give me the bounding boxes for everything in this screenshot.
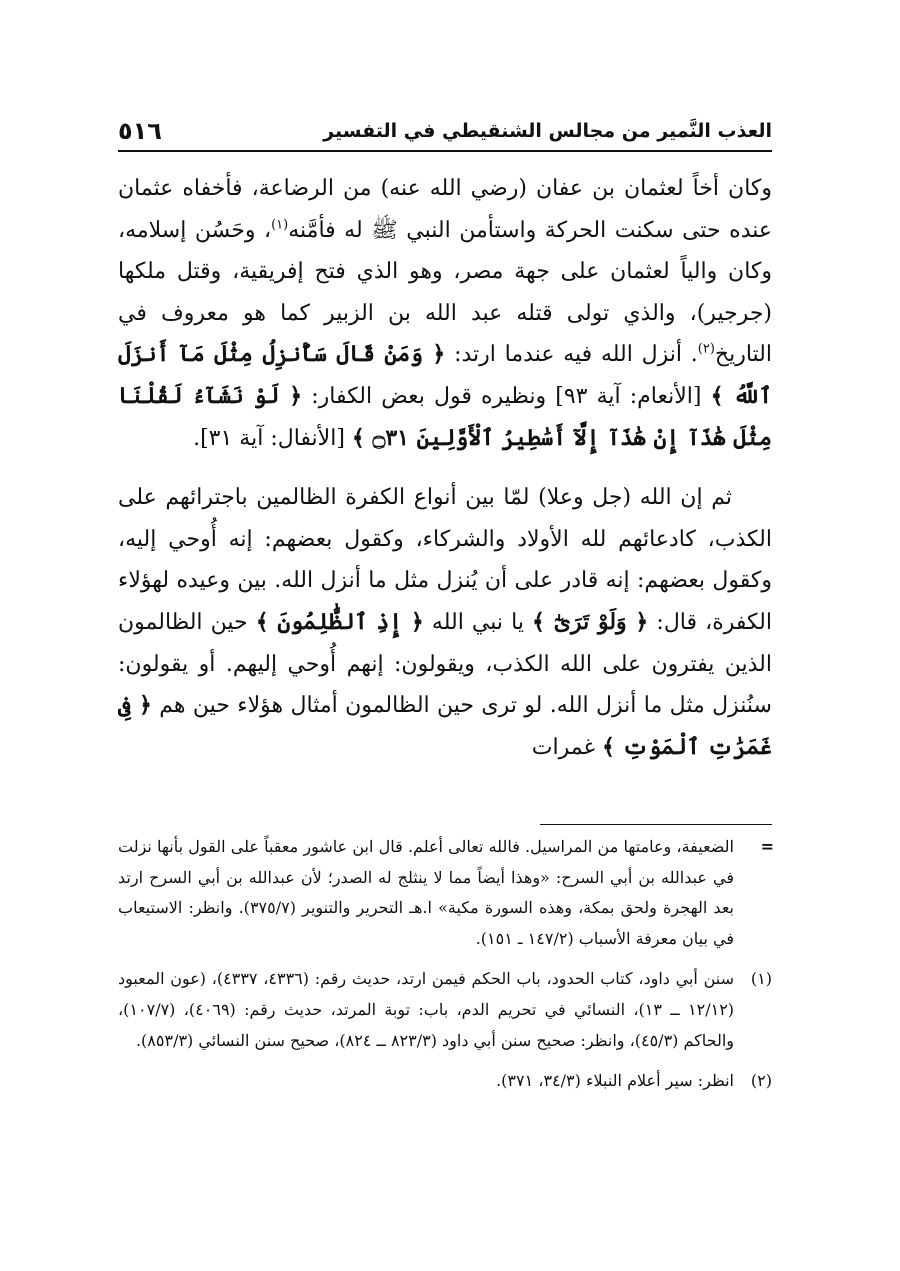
continuation-mark: = [760,837,774,856]
p1-text-d: [الأنعام: آية ٩٣] ونظيره قول بعض الكفار: [302,383,711,409]
p2-text-b: يا نبي الله [423,609,533,635]
p1-text-b: ، وحَسُن إسلامه، وكان والياً لعثمان على جهة مصر، وهو الذي فتح إفريقية، وقتل ملكها (جرجير)، والذي تولى قتله عبد الله بن الزبير كما هو معروف في التاريخ [118,217,772,368]
footnote-continuation [118,832,772,954]
p2-text-d: غمرات [531,734,602,760]
paragraph-2 [118,477,772,768]
main-text [118,168,772,768]
p2-text-c: حين الظالمون الذين يفترون على الله الكذب، ويقولون: إنهم أُوحي إليهم. أو يقولون: سنُنزل مثل ما أنزل الله. لو ترى حين الظالمون أمثال هؤلاء حين هم [118,609,772,719]
quran-quote-3: ﴿ وَلَوْ تَرَىٰٓ ﴾ [532,608,649,635]
footnote-continuation-text: الضعيفة، وعامتها من المراسيل. فالله تعالى أعلم. قال ابن عاشور معقباً على القول بأنها نزلت في عبدالله بن أبي السرح: «وهذا أيضاً مما لا ينثلج له الصدر؛ لأن عبدالله بن أبي السرح ارتد بعد الهجرة ولحق بمكة، وهذه السورة مكية» ا.هـ التحرير والتنوير (٣٧٥/٧). وانظر: الاستيعاب في بيان معرفة الأسباب (١٤٧/٢ ـ ١٥١). [118,837,735,948]
footnotes [118,832,772,1097]
running-title: العذب النَّمير من مجالس الشنقيطي في التفسير [323,120,772,142]
footnote-divider [540,824,772,825]
p2-text-a: ثم إن الله (جل وعلا) لمّا بين أنواع الكفرة الظالمين باجترائهم على الكذب، كادعائهم لله الأولاد والشركاء، وكقول بعضهم: إنه أُوحي إليه، وكقول بعضهم: إنه قادر على أن يُنزل مثل ما أنزل الله. بين وعيده لهؤلاء الكفرة، قال: [118,485,772,635]
footnote-1-number: (١) [750,969,772,989]
quran-quote-1: ﴿ وَمَنْ قَالَ سَأُنزِلُ مِثْلَ مَآ أَنزَلَ ٱللَّهُ ﴾ [118,341,772,409]
page-number: ٥١٦ [118,117,162,145]
quran-quote-2: ﴿ لَوْ نَشَآءُ لَقُلْنَا مِثْلَ هَٰذَآ إِنْ هَٰذَآ إِلَّآ أَسَٰطِيرُ ٱلْأَوَّلِينَ ۝٣١ ﴾ [118,382,772,451]
p1-text-c: . أنزل الله فيه عندما ارتد: [445,342,698,368]
footnote-1 [118,964,772,1056]
footnote-1-text: سنن أبي داود، كتاب الحدود، باب الحكم فيمن ارتد، حديث رقم: (٤٣٣٦، ٤٣٣٧)، (عون المعبود (١٢/١٢ ــ ١٣)، النسائي في تحريم الدم، باب: توبة المرتد، حديث رقم: (٤٠٦٩)، (١٠٧/٧)، والحاكم (٤٥/٣)، وانظر: صحيح سنن أبي داود (٨٢٣/٣ ــ ٨٢٤)، صحيح سنن النسائي (٨٥٣/٣). [118,969,735,1050]
footnote-2-number: (٢) [750,1071,772,1091]
page-header [118,112,772,152]
quran-quote-4: ﴿ إِذِ ٱلظَّٰلِمُونَ ﴾ [255,608,424,635]
p1-text-a: وكان أخاً لعثمان بن عفان (رضي الله عنه) من الرضاعة، فأخفاه عثمان عنده حتى سكنت الحركة واستأمن النبي ﷺ له فأمَّنه [118,176,773,243]
p1-text-e: [الأنفال: آية ٣١]. [193,425,352,451]
footnote-2 [118,1066,772,1097]
footnote-ref-2: (٢) [697,342,715,358]
footnote-ref-1: (١) [271,217,289,233]
footnote-2-text: انظر: سير أعلام النبلاء (٣٤/٣، ٣٧١). [496,1071,734,1091]
quran-quote-5: ﴿ فِى غَمَرَٰتِ ٱلْمَوْتِ ﴾ [118,692,772,760]
paragraph-1 [118,168,772,459]
